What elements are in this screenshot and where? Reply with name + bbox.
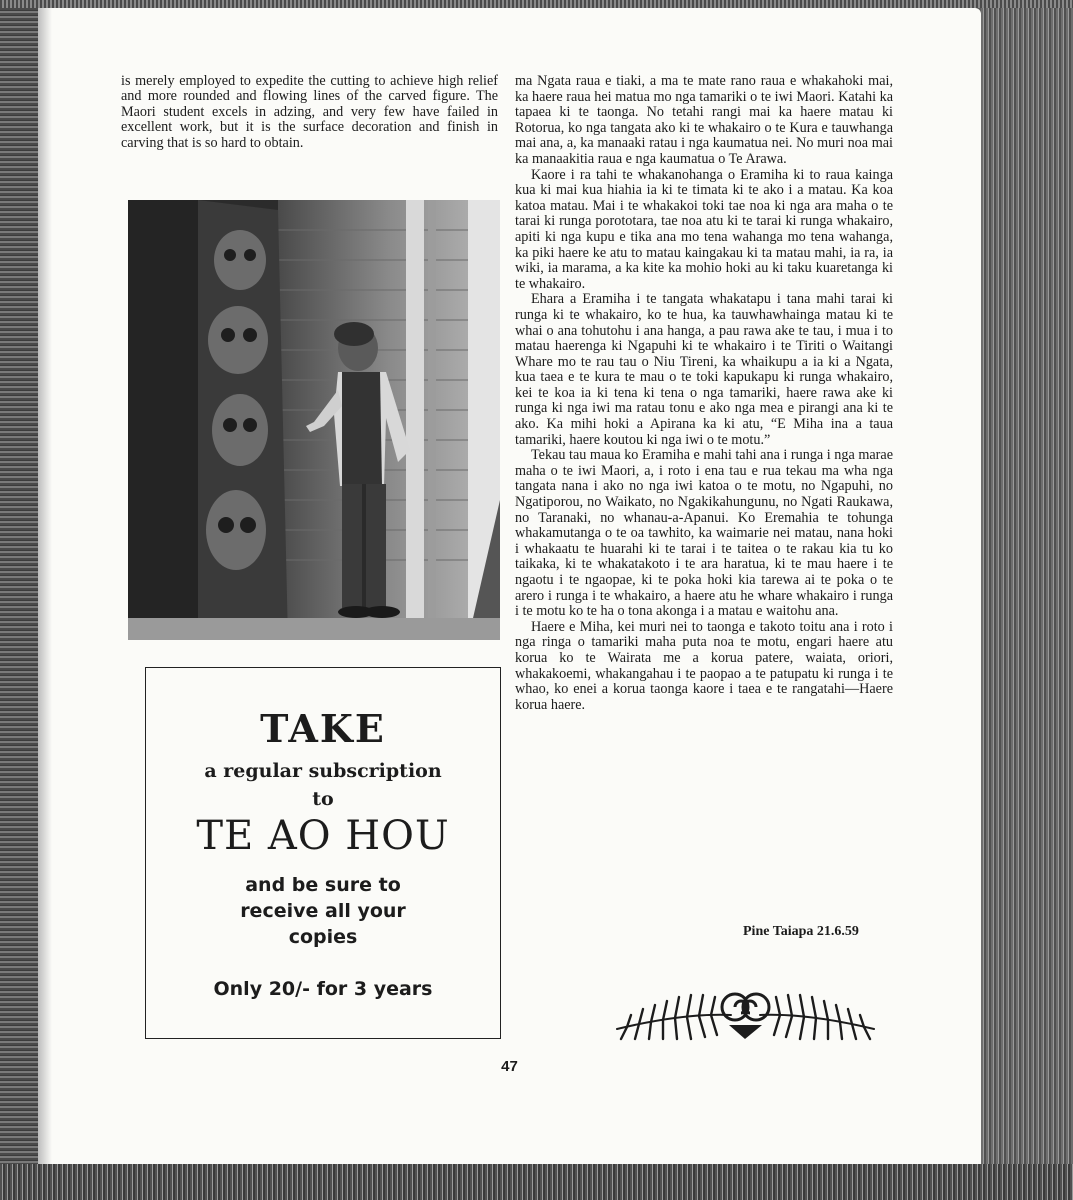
right-column-paragraph: ma Ngata raua e tiaki, a ma te mate rano raua e whakahoki mai, ka haere raua hei matua mo nga tamariki o te iwi Maori. Katahi ka tapaea ki te taonga. No tetahi rangi mai ka haere matau ki Rotorua, ko nga tangata ako ki te whakairo o te Kura e tauwhanga mai ana, a, ka manaaki ratau i nga kaumatua nei. No muri noa mai ka manaakitia raua e nga kaumatua o Te Arawa. xyxy=(515,73,893,167)
left-column-paragraph: is merely employed to expedite the cutting to achieve high relief and more rounded and flowing lines of the carved figure. The Maori student excels in adzing, and very few have failed in excellent work, but it is the surface decoration and finish in carving that is so hard to obtain. xyxy=(121,73,498,151)
subscription-advert xyxy=(145,667,501,1039)
advert-to-line: to xyxy=(312,788,334,810)
carver-photograph xyxy=(128,200,500,640)
page-number: 47 xyxy=(501,1058,518,1075)
right-column-paragraph: Tekau tau maua ko Eramiha e mahi tahi ana i runga i nga marae maha o te iwi Maori, a, i roto i ena tau e rua tekau ma wha nga tangata nana i ako no nga iwi katoa o te motu, no Ngapuhi, no Ngatiporou, no Waikato, no Ngakikahungunu, no Ngati Raukawa, no Taranaki, no whanau-a-Apanui. Ko Eremahia te tohunga whakamutanga o te oa tawhito, ka waimarie nei matau, nana hoki i whakaatu te huarahi ki te tarai i te taitea o te rakau kia tu ko taikaka, ki te whakatakoto i te ara haratua, ki te mau haere i te ngaotu i te ngaopae, ki te poka hoki kia tarewa ai te poka o te arero i runga i te whakairo, a haere atu he whare whakairo i runga i te motu ko te ha o tona akonga i a matau e waitohu ana. xyxy=(515,447,893,620)
advert-body xyxy=(146,872,500,950)
advert-magazine-title: TE AO HOU xyxy=(196,813,450,859)
scan-border-left xyxy=(0,0,38,1200)
author-signature: Pine Taiapa 21.6.59 xyxy=(743,924,859,939)
advert-subscription-line: a regular subscription xyxy=(204,760,442,782)
right-column-paragraph: Haere e Miha, kei muri nei to taonga e takoto toitu ana i roto i nga ringa o tamariki maha puta noa te motu, engari haere atu korua ko te Wairata me a korua patere, waiata, oriori, whakakoemi, whakangahau i te paopao a te patupatu ki runga i te whao, ko enei a korua taonga kaore i taea e te rangatahi—Haere korua haere. xyxy=(515,618,893,713)
carver-photograph-illustration xyxy=(128,200,500,640)
advert-take-heading: TAKE xyxy=(260,706,386,751)
advert-price: Only 20/- for 3 years xyxy=(213,978,433,1000)
scan-border-right xyxy=(981,0,1073,1200)
scan-border-top xyxy=(0,0,1073,8)
right-column xyxy=(515,74,893,713)
magazine-page xyxy=(38,8,981,1164)
advert-body-line: receive all your xyxy=(240,900,406,922)
right-column-paragraph: Ehara a Eramiha i te tangata whakatapu i tana mahi tarai ki runga ki te whakairo, ko te hua, ka tauwhawhainga matau ki te whai o ana tohutohu i ana hanga, a pau rawa ake te tau, i mua i to matau haerenga ki Ngapuhi ki te whakairo i te Tiriti o Waitangi Whare mo te rau tau o Niu Tireni, ka whaikupu a ia ki a Ngata, kua taea e te kura te mau o te toki kapukapu ki runga whakairo, kei te koa ia ki tena ki tena o nga tamariki, haere rawa ake ki runga ki nga iwi ma ratau tonu e ako nga mea e pirangi ana ki te ako. Ka mihi hoki a Apirana ka ki atu, “E Miha ina a taua tamariki, haere koutou ki nga iwi o te motu.” xyxy=(515,291,893,448)
advert-body-line: copies xyxy=(288,926,358,948)
right-column-paragraph: Kaore i ra tahi te whakanohanga o Eramiha ki to raua kainga kua ki mai kua hiahia ia ki te timata ki te ako i a matau. Ka koa katoa matau. Mai i te whakakoi toki tae noa ki nga ara maha o te tarai ki runga porototara, tae noa atu ki te tarai ki runga whakairo, apiti ki nga kupu e tika ana mo tena wahanga mo tena wahanga, ka piki haere ke atu to matau kaingakau ki ta matau mahi, ia ra, ia wiki, ia marama, a ka kite ka mohio hoki au ki taku kuaretanga ki te whakairo. xyxy=(515,166,893,292)
scan-border-bottom xyxy=(0,1164,1073,1200)
advert-body-line: and be sure to xyxy=(245,874,401,896)
fern-koru-ornament-icon xyxy=(613,983,878,1045)
left-column xyxy=(121,74,498,151)
